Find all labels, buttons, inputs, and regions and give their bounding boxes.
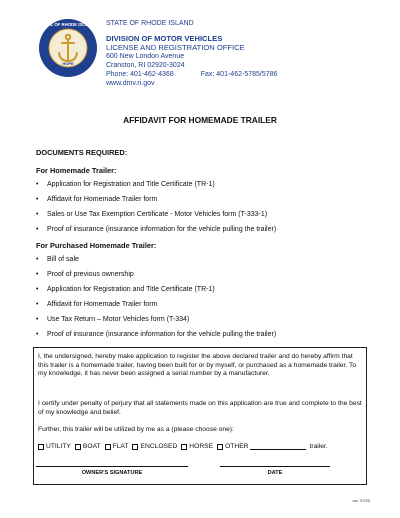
boat-label: BOAT [82, 443, 101, 450]
letterhead [106, 19, 277, 88]
list-item: • Bill of sale [36, 252, 276, 267]
contact-row [106, 70, 277, 79]
homemade-trailer-list [36, 177, 276, 237]
list-item: • Proof of previous ownership [36, 267, 276, 282]
flat-label: FLAT [112, 443, 129, 450]
documents-required-heading: DOCUMENTS REQUIRED: [36, 148, 128, 157]
other-checkbox[interactable] [217, 444, 223, 450]
enclosed-label: ENCLOSED [140, 443, 178, 450]
purchased-trailer-list [36, 252, 276, 342]
utility-label: UTILITY [46, 443, 71, 450]
list-item: • Use Tax Return – Motor Vehicles form (T-334) [36, 312, 276, 327]
rhode-island-seal [38, 18, 98, 78]
phone-number: Phone: 401-462-4368 [106, 71, 174, 78]
owner-signature-field[interactable] [36, 466, 188, 467]
horse-checkbox[interactable] [181, 444, 187, 450]
other-specify-field[interactable] [250, 444, 306, 450]
purchased-trailer-heading: For Purchased Homemade Trailer: [36, 241, 157, 250]
trailer-suffix: trailer. [309, 443, 328, 450]
date-label: DATE [267, 470, 283, 476]
list-item: • Proof of insurance (insurance information for the vehicle pulling the trailer) [36, 327, 276, 342]
trailer-type-options [38, 443, 328, 450]
homemade-trailer-heading: For Homemade Trailer: [36, 166, 117, 175]
office-name: LICENSE AND REGISTRATION OFFICE [106, 43, 245, 52]
svg-text:SEAL OF RHODE ISLAND: SEAL OF RHODE ISLAND [41, 22, 95, 27]
revision-date: rev. 07/20 [352, 498, 370, 503]
enclosed-checkbox[interactable] [132, 444, 138, 450]
perjury-paragraph: I certify under penalty of perjury that all statements made on this application are true and complete to the best of my knowledge and belief. [38, 400, 362, 416]
list-item: • Affidavit for Homemade Trailer form [36, 192, 276, 207]
affirmation-paragraph: I, the undersigned, hereby make application to register the above declared trailer and do hereby affirm that this trailer is a homemade trailer, having been built for or by myself, or purchased as a homemade trailer. To my knowledge, it has never been assigned a serial number by a manufacturer. [38, 353, 357, 378]
form-title: AFFIDAVIT FOR HOMEMADE TRAILER [123, 115, 277, 125]
fax-number: Fax: 401-462-5785/5786 [200, 71, 278, 78]
list-item: • Proof of insurance (insurance information for the vehicle pulling the trailer) [36, 222, 276, 237]
owner-signature-label: OWNER'S SIGNATURE [81, 470, 143, 476]
horse-label: HORSE [189, 443, 214, 450]
list-item: • Sales or Use Tax Exemption Certificate - Motor Vehicles form (T-333-1) [36, 207, 276, 222]
utility-checkbox[interactable] [38, 444, 44, 450]
address-line-1: 600 New London Avenue [106, 53, 185, 60]
address-line-2: Cranston, RI 02920-3024 [106, 62, 185, 69]
list-item: • Application for Registration and Title Certificate (TR-1) [36, 282, 276, 297]
list-item: • Application for Registration and Title Certificate (TR-1) [36, 177, 276, 192]
other-label: OTHER [225, 443, 249, 450]
date-field[interactable] [220, 466, 330, 467]
website-link[interactable]: www.dmv.ri.gov [106, 80, 155, 87]
usage-prompt: Further, this trailer will be utilized by me as a (please choose one): [38, 426, 234, 433]
list-item: • Affidavit for Homemade Trailer form [36, 297, 276, 312]
flat-checkbox[interactable] [105, 444, 111, 450]
division-name: DIVISION OF MOTOR VEHICLES [106, 34, 223, 43]
affidavit-box [33, 347, 367, 485]
boat-checkbox[interactable] [75, 444, 81, 450]
svg-text:HOPE: HOPE [62, 61, 74, 66]
state-name: STATE OF RHODE ISLAND [106, 20, 194, 27]
